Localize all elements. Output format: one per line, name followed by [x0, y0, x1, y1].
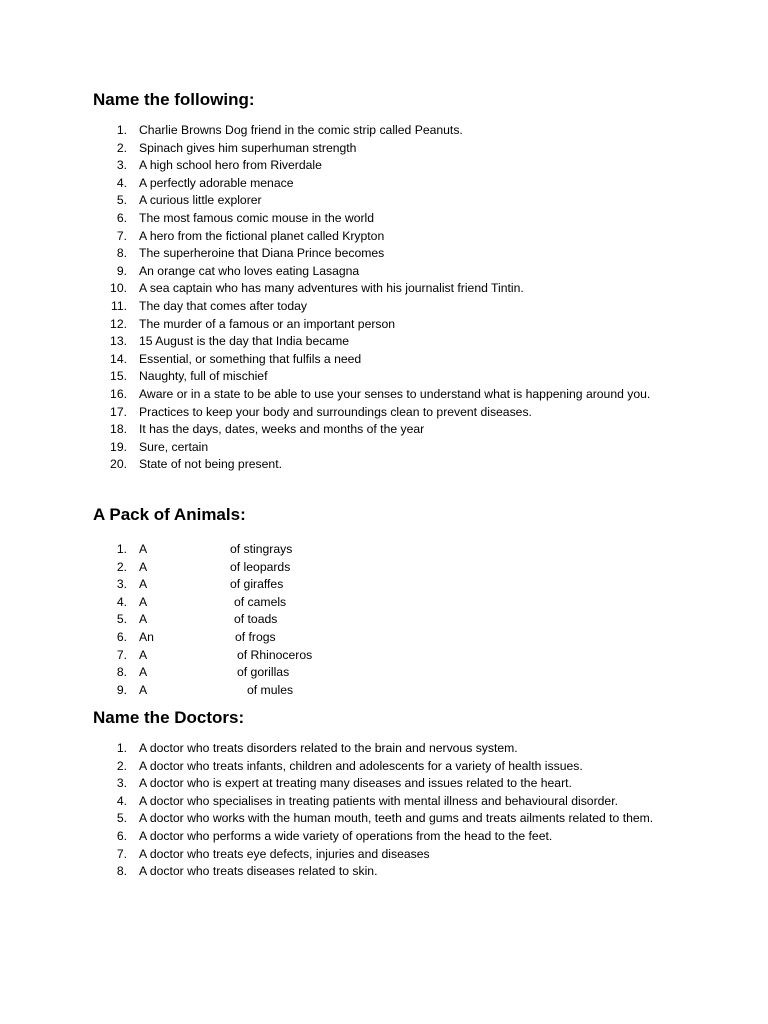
list-item [93, 594, 693, 612]
item-text: Practices to keep your body and surroundings clean to prevent diseases. [139, 404, 532, 419]
item-text: Aware or in a state to be able to use your senses to understand what is happening around you. [139, 386, 651, 401]
item-number: 6. [116, 629, 127, 644]
item-text: A sea captain who has many adventures with his journalist friend Tintin. [139, 281, 524, 296]
list-item [93, 559, 693, 577]
list-item [93, 333, 693, 351]
item-number: 2. [116, 559, 127, 574]
item-article: A [139, 559, 148, 574]
item-number: 19. [110, 439, 127, 454]
item-text: State of not being present. [139, 457, 282, 472]
section-title: A Pack of Animals: [93, 505, 246, 524]
list-item [93, 629, 693, 647]
item-text: A curious little explorer [139, 193, 262, 208]
item-number: 6. [116, 210, 127, 225]
item-text: Sure, certain [139, 439, 209, 454]
list-item [93, 228, 693, 246]
list-item [93, 175, 693, 193]
list-item [93, 439, 693, 457]
list-item [93, 810, 693, 828]
list-item [93, 541, 693, 559]
item-text: of mules [247, 682, 294, 697]
item-text: The murder of a famous or an important person [139, 316, 396, 331]
item-text: A doctor who treats disorders related to the brain and nervous system. [139, 741, 518, 755]
animal-list [93, 541, 693, 699]
item-article: A [139, 594, 148, 609]
list-item [93, 140, 693, 158]
list-item [93, 828, 693, 846]
section-title: Name the Doctors: [93, 708, 245, 727]
item-text: of toads [234, 612, 278, 627]
item-text: An orange cat who loves eating Lasagna [139, 263, 360, 278]
item-number: 1. [116, 542, 127, 556]
list-item [93, 122, 693, 140]
list-item [93, 682, 693, 700]
item-number: 11. [110, 298, 127, 313]
list-item [93, 386, 693, 404]
list-item [93, 846, 693, 864]
list-item [93, 775, 693, 793]
item-number: 2. [116, 140, 127, 155]
list-item [93, 280, 693, 298]
item-text: of camels [234, 594, 287, 609]
item-text: of stingrays [230, 542, 293, 556]
list-item [93, 647, 693, 665]
item-text: Charlie Browns Dog friend in the comic strip called Peanuts. [139, 123, 463, 137]
list-item [93, 421, 693, 439]
item-text: A doctor who treats infants, children and adolescents for a variety of health issues. [139, 758, 583, 773]
item-text: 15 August is the day that India became [139, 334, 350, 349]
item-number: 8. [116, 665, 127, 680]
list-item [93, 664, 693, 682]
item-number: 15. [110, 369, 127, 384]
item-article: An [139, 629, 154, 644]
item-number: 7. [116, 846, 127, 861]
item-number: 4. [116, 793, 127, 808]
list-item [93, 263, 693, 281]
item-number: 2. [116, 758, 127, 773]
item-text: A doctor who is expert at treating many diseases and issues related to the heart. [139, 776, 572, 791]
item-number: 17. [110, 404, 127, 419]
item-article: A [139, 665, 148, 680]
item-text: of leopards [230, 559, 291, 574]
item-article: A [139, 577, 148, 592]
item-number: 10. [110, 281, 127, 296]
list-item [93, 456, 693, 474]
item-text: A hero from the fictional planet called Krypton [139, 228, 385, 243]
item-text: It has the days, dates, weeks and months of the year [139, 422, 425, 437]
item-number: 3. [116, 158, 127, 173]
list-item [93, 351, 693, 369]
item-article: A [139, 542, 148, 556]
item-article: A [139, 682, 148, 697]
item-text: of gorillas [237, 665, 290, 680]
item-number: 4. [116, 594, 127, 609]
item-number: 5. [116, 811, 127, 826]
section-name-the-following [93, 89, 693, 474]
item-text: Essential, or something that fulfils a need [139, 351, 362, 366]
list-item [93, 157, 693, 175]
list-item [93, 611, 693, 629]
section-title: Name the following: [93, 90, 255, 109]
item-number: 7. [116, 647, 127, 662]
list-item [93, 368, 693, 386]
section-name-the-doctors [93, 707, 693, 881]
item-number: 3. [116, 577, 127, 592]
item-number: 6. [116, 828, 127, 843]
item-number: 3. [116, 776, 127, 791]
item-number: 13. [110, 334, 127, 349]
list-item [93, 758, 693, 776]
list-item [93, 576, 693, 594]
item-number: 9. [116, 263, 127, 278]
list-item [93, 192, 693, 210]
item-text: A doctor who treats diseases related to skin. [139, 864, 378, 879]
list-item [93, 245, 693, 263]
item-number: 7. [116, 228, 127, 243]
item-text: of Rhinoceros [237, 647, 313, 662]
item-number: 1. [116, 741, 127, 755]
list-item [93, 740, 693, 758]
item-text: The most famous comic mouse in the world [139, 210, 375, 225]
question-list [93, 122, 693, 474]
list-item [93, 210, 693, 228]
item-article: A [139, 647, 148, 662]
item-text: A perfectly adorable menace [139, 175, 294, 190]
item-number: 18. [110, 422, 127, 437]
list-item [93, 793, 693, 811]
item-number: 14. [110, 351, 127, 366]
item-number: 5. [116, 612, 127, 627]
section-pack-of-animals [93, 504, 693, 699]
item-text: Naughty, full of mischief [139, 369, 268, 384]
item-article: A [139, 612, 148, 627]
list-item [93, 316, 693, 334]
item-number: 8. [116, 246, 127, 261]
item-text: Spinach gives him superhuman strength [139, 140, 357, 155]
item-text: The day that comes after today [139, 298, 308, 313]
item-text: A high school hero from Riverdale [139, 158, 322, 173]
doctor-list [93, 740, 693, 881]
item-text: A doctor who performs a wide variety of operations from the head to the feet. [139, 828, 553, 843]
item-text: of giraffes [230, 577, 284, 592]
item-text: A doctor who specialises in treating patients with mental illness and behavioural disorder. [139, 793, 618, 808]
item-number: 20. [110, 457, 127, 472]
item-number: 4. [116, 175, 127, 190]
item-number: 16. [110, 386, 127, 401]
item-text: A doctor who treats eye defects, injuries and diseases [139, 846, 430, 861]
item-number: 8. [116, 864, 127, 879]
item-text: A doctor who works with the human mouth, teeth and gums and treats ailments related to them. [139, 811, 654, 826]
list-item [93, 863, 693, 881]
item-number: 1. [116, 123, 127, 137]
list-item [93, 298, 693, 316]
item-text: The superheroine that Diana Prince becomes [139, 246, 385, 261]
item-number: 9. [116, 682, 127, 697]
item-number: 5. [116, 193, 127, 208]
item-text: of frogs [235, 629, 276, 644]
item-number: 12. [110, 316, 127, 331]
list-item [93, 404, 693, 422]
